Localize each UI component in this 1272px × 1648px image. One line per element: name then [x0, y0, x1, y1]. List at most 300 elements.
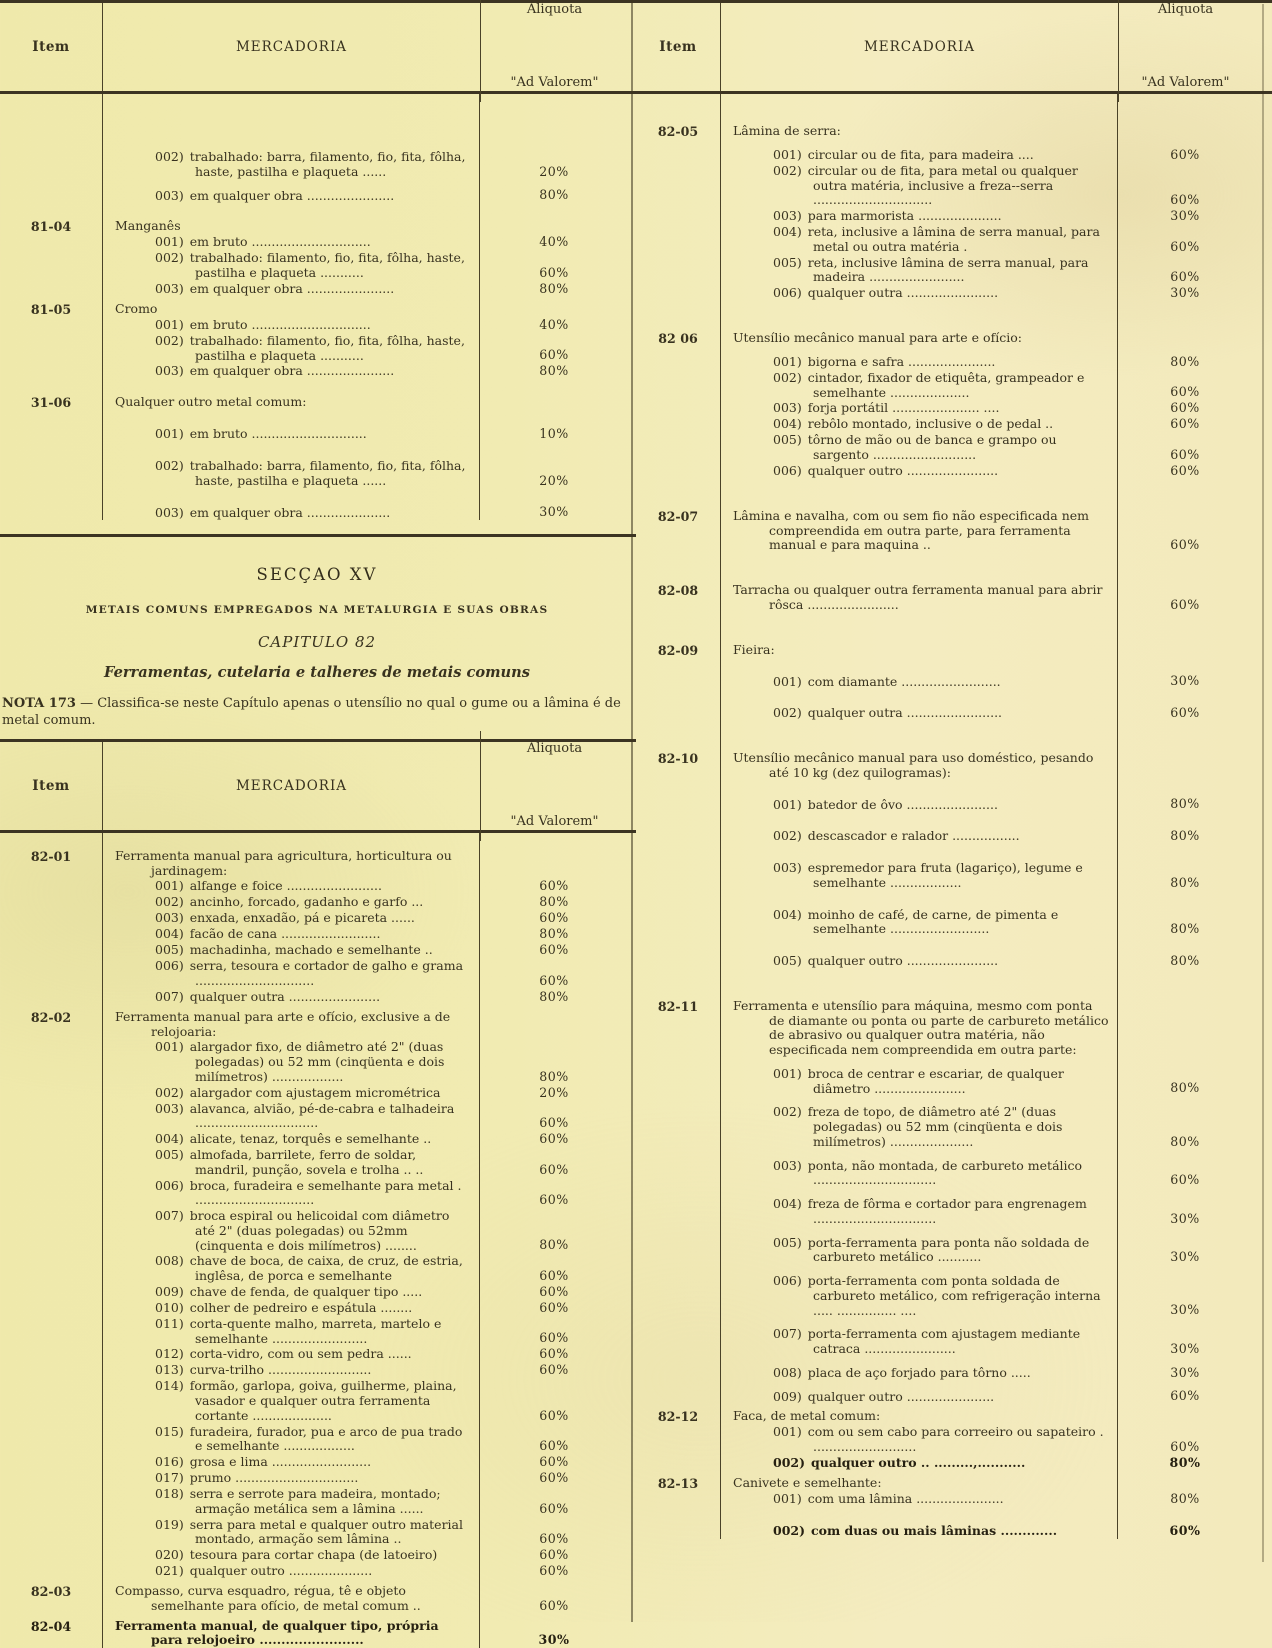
item-code [0, 1039, 102, 1084]
table-header [0, 0, 636, 94]
item-code [0, 942, 102, 958]
ad-valorem-rate: 80% [1170, 828, 1200, 843]
rate [480, 203, 628, 234]
table-row [636, 812, 1272, 844]
table-row [0, 1039, 636, 1084]
sub-item-text: descascador e ralador ................. [808, 828, 1020, 843]
table-row [0, 281, 636, 297]
sub-item-number: 005) [155, 942, 190, 957]
table-row [636, 94, 1272, 139]
rate [480, 363, 628, 379]
description [102, 297, 480, 317]
item-code: 81-04 [0, 203, 102, 234]
sub-item-text: corta-quente malho, marreta, martelo e semelhante ........................ [190, 1316, 442, 1346]
description [720, 721, 1118, 781]
rate [1118, 255, 1252, 286]
table-row [636, 1357, 1272, 1381]
item-title: Tarracha ou qualquer outra ferramenta manual para abrir rôsca ....................... [729, 583, 1111, 613]
item-code: 82-07 [636, 479, 720, 553]
sub-item-number: 020) [155, 1547, 190, 1562]
column-header-mercadoria: MERCADORIA [102, 742, 480, 830]
table-row [0, 1005, 636, 1040]
ad-valorem-rate: 60% [539, 1563, 569, 1578]
sub-item-text: trabalhado: barra, filamento, fio, fita, fôlha, haste, pastilha e plaqueta ...... [190, 458, 466, 488]
item-code [0, 1253, 102, 1284]
rate [480, 489, 628, 521]
table-row [0, 894, 636, 910]
tariff-table-continuation [0, 94, 636, 520]
item-code [636, 1455, 720, 1471]
item-code [636, 1150, 720, 1189]
table-row [636, 969, 1272, 1058]
sub-item [729, 1327, 1111, 1357]
sub-item-number: 003) [155, 505, 190, 520]
table-row [636, 346, 1272, 370]
rate [1118, 689, 1252, 721]
sub-item-text: chave de boca, de caixa, de cruz, de estria, inglêsa, de porca e semelhante [190, 1253, 463, 1283]
ad-valorem-rate: 30% [539, 1632, 570, 1647]
rate [1118, 1507, 1252, 1539]
sub-item [111, 427, 473, 442]
table-row [636, 1096, 1272, 1149]
rate [480, 1208, 628, 1253]
rate [480, 410, 628, 442]
item-code [0, 1470, 102, 1486]
ad-valorem-rate: 80% [1170, 1455, 1201, 1470]
rate [1118, 1058, 1252, 1097]
table-row [636, 255, 1272, 286]
sub-item [111, 1209, 473, 1253]
sub-item-number: 004) [773, 907, 808, 922]
ad-valorem-rate: 60% [539, 1192, 569, 1207]
sub-item-number: 001) [773, 1424, 808, 1439]
rate [480, 333, 628, 364]
ad-valorem-rate: 60% [539, 347, 569, 362]
sub-item-text: broca, furadeira e semelhante para metal . .............................. [190, 1178, 462, 1208]
description [102, 1547, 480, 1563]
sub-item [111, 364, 473, 379]
sub-item-number: 019) [155, 1517, 190, 1532]
sub-item-text: alavanca, alvião, pé-de-cabra e talhadeira ............................... [190, 1101, 455, 1131]
item-title: Ferramenta manual, de qualquer tipo, própria para relojoeiro ........................ [111, 1619, 473, 1648]
description [102, 1085, 480, 1101]
sub-item-number: 004) [773, 1196, 808, 1211]
description [102, 833, 480, 879]
sub-item-number: 013) [155, 1362, 190, 1377]
item-code [636, 1188, 720, 1227]
sub-item [111, 1564, 473, 1579]
item-code [636, 1318, 720, 1357]
sub-item [729, 1236, 1111, 1266]
description [102, 1517, 480, 1548]
table-row [636, 891, 1272, 938]
item-code [636, 416, 720, 432]
description [720, 658, 1118, 690]
rate [1118, 812, 1252, 844]
ad-valorem-rate: 80% [1170, 1134, 1200, 1149]
sub-item-number: 005) [773, 255, 808, 270]
sub-item-text: qualquer outra ....................... [808, 285, 998, 300]
item-code [636, 400, 720, 416]
sub-item-number: 001) [155, 234, 190, 249]
description [102, 410, 480, 442]
item-code [0, 1346, 102, 1362]
sub-item [111, 282, 473, 297]
sub-item-number: 001) [155, 426, 190, 441]
table-row [636, 139, 1272, 163]
sub-item-text: qualquer outro .. .........,........... [811, 1455, 1025, 1470]
ad-valorem-rate: 60% [1170, 705, 1200, 720]
description [102, 989, 480, 1005]
sub-item-number: 001) [773, 147, 808, 162]
table-row [0, 379, 636, 410]
table-row [0, 1346, 636, 1362]
rate [1118, 400, 1252, 416]
table-row [0, 1316, 636, 1347]
rate [1118, 370, 1252, 401]
description [720, 1265, 1118, 1318]
sub-item-number: 004) [155, 926, 190, 941]
table-row [0, 1547, 636, 1563]
sub-item-text: trabalhado: filamento, fio, fita, fôlha, haste, pastilha e plaqueta ........... [190, 333, 465, 363]
rate [480, 234, 628, 250]
ad-valorem-rate: 60% [1170, 1523, 1201, 1538]
sub-item-number: 010) [155, 1300, 190, 1315]
item-code [0, 489, 102, 521]
ad-valorem-rate: 60% [539, 1162, 569, 1177]
rate [1118, 891, 1252, 938]
sub-item [729, 1105, 1111, 1149]
sub-item-text: qualquer outro ...................... [808, 1389, 994, 1404]
item-title: Fieira: [729, 643, 1111, 658]
description [102, 1300, 480, 1316]
rate [480, 958, 628, 989]
ad-valorem-rate: 60% [539, 1454, 569, 1469]
rate [480, 1346, 628, 1362]
sub-item-number: 008) [773, 1365, 808, 1380]
description [720, 479, 1118, 553]
item-code [636, 937, 720, 969]
item-title: Manganês [111, 219, 473, 234]
rate [480, 926, 628, 942]
sub-item-number: 003) [773, 860, 808, 875]
item-code [636, 224, 720, 255]
table-row [0, 1378, 636, 1423]
sub-item-text: em qualquer obra ...................... [190, 363, 394, 378]
rate [480, 894, 628, 910]
ad-valorem-rate: 10% [539, 426, 569, 441]
sub-item-number: 003) [155, 1101, 190, 1116]
sub-item-number: 011) [155, 1316, 190, 1331]
table-row [0, 833, 636, 879]
right-column [636, 0, 1272, 1622]
item-code: 82-13 [636, 1471, 720, 1491]
item-code [0, 878, 102, 894]
sub-item [729, 225, 1111, 255]
ad-valorem-rate: 30% [539, 504, 569, 519]
rate [1118, 1150, 1252, 1189]
table-row [0, 1454, 636, 1470]
table-row [0, 234, 636, 250]
table-row [636, 721, 1272, 781]
sub-item [729, 861, 1111, 891]
sub-item-number: 006) [155, 1178, 190, 1193]
table-row [636, 1188, 1272, 1227]
description [720, 346, 1118, 370]
sub-item [729, 1492, 1111, 1507]
sub-item-number: 001) [155, 317, 190, 332]
description [720, 255, 1118, 286]
sub-item-number: 006) [773, 285, 808, 300]
item-code [0, 1147, 102, 1178]
ad-valorem-rate: 30% [1170, 1341, 1200, 1356]
sub-item-number: 002) [773, 705, 808, 720]
sub-item [111, 1086, 473, 1101]
table-row [636, 1150, 1272, 1189]
table-row [0, 363, 636, 379]
sub-item-number: 007) [155, 1208, 190, 1223]
description [720, 1455, 1118, 1471]
column-header-aliquota [480, 731, 628, 841]
rate [1118, 1357, 1252, 1381]
table-row [0, 180, 636, 204]
table-row [636, 370, 1272, 401]
rate [480, 833, 628, 879]
sub-item-number: 002) [773, 828, 808, 843]
item-code [636, 1227, 720, 1266]
table-row [0, 1208, 636, 1253]
description [720, 301, 1118, 346]
ad-valorem-rate: 30% [1170, 1211, 1200, 1226]
sub-item-text: cintador, fixador de etiquêta, grampeador e semelhante .................... [808, 370, 1085, 400]
table-row [636, 613, 1272, 658]
rate [1118, 1424, 1252, 1455]
sub-item [729, 464, 1111, 479]
description [720, 812, 1118, 844]
sub-item-text: em qualquer obra ..................... [190, 505, 391, 520]
sub-item [729, 1425, 1111, 1455]
sub-item-text: porta-ferramenta com ajustagem mediante catraca ....................... [808, 1326, 1080, 1356]
rate [480, 180, 628, 204]
sub-item-text: com uma lâmina ...................... [808, 1491, 1004, 1506]
sub-item-number: 003) [773, 208, 808, 223]
sub-item-text: qualquer outra ........................ [808, 705, 1002, 720]
description [720, 1150, 1118, 1189]
sub-item-number: 002) [155, 894, 190, 909]
sub-item-number: 009) [155, 1284, 190, 1299]
rate [1118, 301, 1252, 346]
sub-item [111, 879, 473, 894]
item-code [0, 926, 102, 942]
item-code [0, 234, 102, 250]
ad-valorem-rate: 80% [539, 187, 569, 202]
ad-valorem-rate: 60% [539, 878, 569, 893]
rate [480, 1253, 628, 1284]
description [720, 163, 1118, 208]
column-header-mercadoria: MERCADORIA [720, 3, 1118, 91]
item-title: Lâmina de serra: [729, 124, 1111, 139]
ad-valorem-rate: 60% [539, 910, 569, 925]
rate [480, 1579, 628, 1614]
rate [1118, 1227, 1252, 1266]
sub-item [111, 1425, 473, 1455]
sub-item-number: 012) [155, 1346, 190, 1361]
description [720, 208, 1118, 224]
table-row [636, 937, 1272, 969]
ad-valorem-rate: 20% [539, 473, 569, 488]
description [102, 942, 480, 958]
table-header-2 [0, 739, 636, 833]
ad-valorem-rate: 30% [1170, 1365, 1200, 1380]
ad-valorem-rate: 80% [539, 926, 569, 941]
sub-item [111, 1254, 473, 1284]
rate [1118, 224, 1252, 255]
ad-valorem-rate: 60% [539, 1115, 569, 1130]
sub-item-text: placa de aço forjado para tôrno ..... [808, 1365, 1031, 1380]
sub-item [111, 506, 473, 521]
description [102, 878, 480, 894]
rate [480, 1005, 628, 1040]
ad-valorem-rate: 60% [1170, 239, 1200, 254]
item-code [0, 958, 102, 989]
sub-item-text: tesoura para cortar chapa (de latoeiro) [190, 1547, 438, 1562]
item-code [636, 139, 720, 163]
sub-item-text: bigorna e safra ...................... [808, 354, 996, 369]
sub-item [111, 1518, 473, 1548]
item-code [0, 94, 102, 180]
rate [1118, 285, 1252, 301]
rate [1118, 1096, 1252, 1149]
item-code [0, 1517, 102, 1548]
description [720, 1058, 1118, 1097]
rate [1118, 721, 1252, 781]
sub-item-text: serra para metal e qualquer outro material montado, armação sem lâmina .. [190, 1517, 463, 1547]
description [102, 1039, 480, 1084]
sub-item-number: 008) [155, 1253, 190, 1268]
sub-item-text: com duas ou mais lâminas ............. [811, 1523, 1057, 1538]
sub-item [111, 1317, 473, 1347]
aliquota-label: Aliquota [1158, 2, 1213, 17]
ad-valorem-rate: 60% [539, 942, 569, 957]
tariff-table-chapter-82 [0, 833, 636, 1648]
item-code [636, 891, 720, 938]
description [102, 1005, 480, 1040]
item-code: 82-08 [636, 553, 720, 613]
item-code [636, 208, 720, 224]
description [720, 689, 1118, 721]
rate [480, 1486, 628, 1517]
table-row [636, 553, 1272, 613]
item-code: 82-03 [0, 1579, 102, 1614]
ad-valorem-rate: 80% [539, 281, 569, 296]
table-row [0, 1470, 636, 1486]
ad-valorem-rate: 60% [539, 1501, 569, 1516]
rate [1118, 781, 1252, 813]
description [102, 1470, 480, 1486]
sub-item-text: chave de fenda, de qualquer tipo ..... [190, 1284, 422, 1299]
sub-item [729, 209, 1111, 224]
rate [480, 250, 628, 281]
item-code [0, 281, 102, 297]
sub-item-text: em bruto ............................. [190, 426, 367, 441]
ad-valorem-rate: 80% [1170, 1491, 1200, 1506]
ad-valorem-rate: 80% [539, 1237, 569, 1252]
table-row [636, 479, 1272, 553]
table-row [0, 1101, 636, 1132]
item-code [636, 1357, 720, 1381]
sub-item [729, 1159, 1111, 1189]
ad-valorem-rate: 60% [539, 1268, 569, 1283]
rate [480, 1316, 628, 1347]
rate [1118, 479, 1252, 553]
rate [1118, 969, 1252, 1058]
ad-valorem-rate: 60% [539, 1131, 569, 1146]
sub-item-text: tôrno de mão ou de banca e grampo ou sargento .......................... [808, 432, 1057, 462]
table-row [636, 1491, 1272, 1507]
column-header-aliquota [480, 0, 628, 102]
item-code [636, 1096, 720, 1149]
chapter-title: Ferramentas, cutelaria e talheres de metais comuns [2, 664, 632, 681]
sub-item [111, 943, 473, 958]
description [720, 1404, 1118, 1424]
item-code [636, 1424, 720, 1455]
rate [1118, 346, 1252, 370]
item-code [0, 1300, 102, 1316]
rate [480, 942, 628, 958]
description [102, 1284, 480, 1300]
item-code [636, 1265, 720, 1318]
rate [1118, 163, 1252, 208]
ad-valorem-rate: 60% [539, 1346, 569, 1361]
table-row [636, 432, 1272, 463]
ad-valorem-rate: 80% [1170, 921, 1200, 936]
sub-item-number: 001) [155, 1039, 190, 1054]
sub-item-number: 009) [773, 1389, 808, 1404]
table-row [636, 1318, 1272, 1357]
column-header-aliquota [1118, 0, 1252, 102]
sub-item [729, 371, 1111, 401]
rate [480, 317, 628, 333]
rate [1118, 1188, 1252, 1227]
rate [480, 1178, 628, 1209]
sub-item-text: facão de cana ......................... [190, 926, 381, 941]
item-code [636, 781, 720, 813]
ad-valorem-rate: 80% [539, 1069, 569, 1084]
sub-item [111, 334, 473, 364]
sub-item-number: 003) [773, 400, 808, 415]
item-code: 82 06 [636, 301, 720, 346]
nota-number: NOTA 173 [2, 696, 76, 711]
description [720, 553, 1118, 613]
table-row [0, 1253, 636, 1284]
description [720, 1507, 1118, 1539]
rate [480, 1563, 628, 1579]
sub-item [111, 459, 473, 489]
table-row [0, 94, 636, 180]
rate [480, 1300, 628, 1316]
sub-item-number: 002) [773, 1455, 811, 1470]
item-code: 81-05 [0, 297, 102, 317]
rate [480, 1362, 628, 1378]
item-code [0, 1547, 102, 1563]
sub-item [111, 1548, 473, 1563]
sub-item-number: 001) [773, 1491, 808, 1506]
description [102, 203, 480, 234]
ad-valorem-rate: 60% [539, 1598, 569, 1613]
item-code [0, 1101, 102, 1132]
sub-item-number: 003) [773, 1158, 808, 1173]
rate [1118, 613, 1252, 658]
